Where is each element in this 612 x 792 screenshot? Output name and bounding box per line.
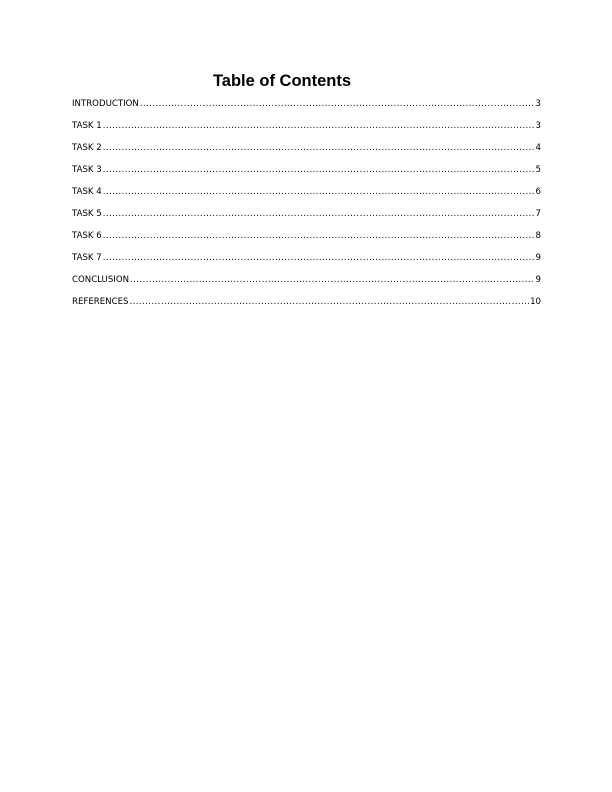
dot-leader — [103, 141, 535, 155]
toc-entry-task-2[interactable] — [72, 141, 541, 163]
toc-entry-task-6[interactable] — [72, 229, 541, 251]
toc-entry-label: TASK 7 — [72, 253, 102, 263]
toc-entry-task-3[interactable] — [72, 163, 541, 185]
dot-leader — [103, 119, 535, 133]
toc-entry-page-number: 3 — [535, 121, 541, 131]
dot-leader — [130, 295, 530, 309]
toc-entry-references[interactable] — [72, 295, 541, 317]
toc-entry-label: TASK 6 — [72, 231, 102, 241]
toc-entry-label: REFERENCES — [72, 297, 129, 307]
toc-entry-task-7[interactable] — [72, 251, 541, 273]
toc-entry-introduction[interactable] — [72, 97, 541, 119]
toc-entry-page-number: 8 — [535, 231, 541, 241]
toc-entry-page-number: 10 — [530, 297, 541, 307]
toc-entry-page-number: 4 — [535, 143, 541, 153]
dot-leader — [103, 207, 535, 221]
toc-entry-page-number: 9 — [535, 253, 541, 263]
toc-entry-page-number: 6 — [535, 187, 541, 197]
toc-entry-page-number: 5 — [535, 165, 541, 175]
dot-leader — [140, 97, 535, 111]
toc-entry-label: CONCLUSION — [72, 275, 130, 285]
dot-leader — [103, 229, 535, 243]
toc-entry-conclusion[interactable] — [72, 273, 541, 295]
toc-entry-page-number: 7 — [535, 209, 541, 219]
toc-entry-label: TASK 5 — [72, 209, 102, 219]
toc-entry-label: TASK 4 — [72, 187, 102, 197]
dot-leader — [130, 273, 535, 287]
toc-title: Table of Contents — [212, 72, 352, 90]
toc-entry-label: TASK 1 — [72, 121, 102, 131]
toc-entry-task-1[interactable] — [72, 119, 541, 141]
toc-entry-label: INTRODUCTION — [72, 99, 139, 109]
toc-list — [72, 97, 541, 317]
dot-leader — [103, 251, 535, 265]
toc-entry-task-5[interactable] — [72, 207, 541, 229]
toc-entry-label: TASK 3 — [72, 165, 102, 175]
dot-leader — [103, 163, 535, 177]
toc-entry-label: TASK 2 — [72, 143, 102, 153]
toc-entry-page-number: 3 — [535, 99, 541, 109]
toc-entry-task-4[interactable] — [72, 185, 541, 207]
toc-entry-page-number: 9 — [535, 275, 541, 285]
dot-leader — [103, 185, 535, 199]
